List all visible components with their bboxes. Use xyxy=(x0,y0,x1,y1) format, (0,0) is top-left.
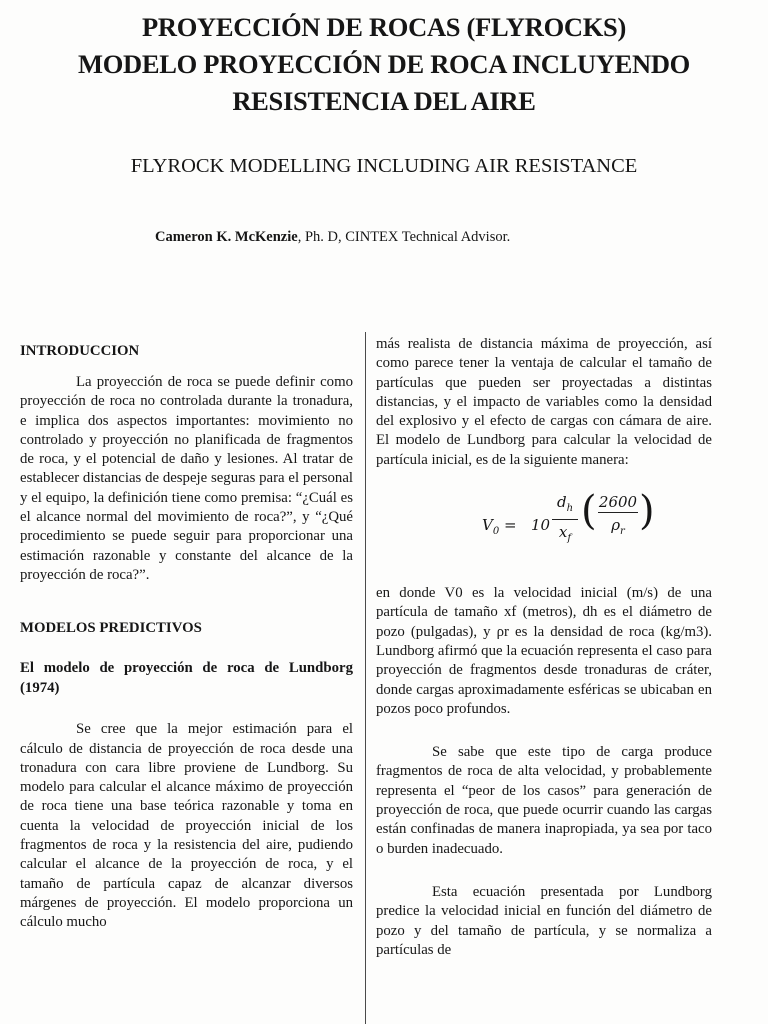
lundborg-velocity-formula xyxy=(376,476,712,572)
english-subtitle: FLYROCK MODELLING INCLUDING AIR RESISTANCE xyxy=(130,155,638,177)
section-heading-modelos: MODELOS PREDICTIVOS xyxy=(20,620,202,637)
author-byline xyxy=(155,226,755,248)
formula-right-paren: ) xyxy=(639,488,655,535)
right-paragraph-1: más realista de distancia máxima de proyección, así como parece tener la ventaja de calcular el tamaño de partículas que pueden ser proyectadas a distintas distancias, y el impacto de variables como la densidad del explosivo y el efecto de cargas con cámara de aire. El modelo de Lundborg para calcular la velocidad de partícula inicial, es de la siguiente manera: xyxy=(376,336,712,468)
author-name: Cameron K. McKenzie xyxy=(155,229,298,245)
column-divider xyxy=(365,332,366,1024)
formula-lhs: $V_0$ = xyxy=(482,516,517,538)
formula-fraction-diameter: $\frac{d_h}{x_f}$ xyxy=(552,492,578,551)
title-line-3: RESISTENCIA DEL AIRE xyxy=(232,86,536,116)
left-column xyxy=(20,335,353,933)
intro-paragraph: La proyección de roca se puede definir como proyección de roca no controlada durante la tronadura, e implica dos aspectos importantes: movimiento no controlado y proyección no planificada de fragmentos de roca, y el potencial de daño y lesiones. Al tratar de establecer distancias de despeje seguras para el personal y el equipo, la definición tiene como premisa: “¿Cuál es el alcance normal del movimiento de roca?”, y “¿Qué procedimiento se puede seguir para proporcionar una estimación razonable y constante del alcance de la proyección de roca?”. xyxy=(20,374,353,583)
author-credentials: , Ph. D, CINTEX Technical Advisor. xyxy=(297,229,511,245)
formula-fraction-density: $\frac{2600}{\rho_r}$ xyxy=(598,493,638,538)
title-line-1: PROYECCIÓN DE ROCAS (FLYROCKS) xyxy=(142,12,626,42)
right-paragraph-2: en donde V0 es la velocidad inicial (m/s) de una partícula de tamaño xf (metros), dh es el diámetro de pozo (pulgadas), y ρr es la densidad de roca (kg/m3). Lundborg afirmó que la ecuación representa el caso para proyección de fragmentos desde tronaduras de cráter, donde cargas aproximadamente esféricas se ubicaban en pozos poco profundos. xyxy=(376,585,712,717)
lundborg-paragraph: Se cree que la mejor estimación para el cálculo de distancia de proyección de roca desde una tronadura con cara libre proviene de Lundborg. Su modelo para calcular el alcance máximo de proyección de roca tiene una base teórica razonable y toma en cuenta la velocidad de proyección inicial de los fragmentos de roca y la resistencia del aire, pudiendo calcular el alcance de la proyección de roca, y el tamaño de partícula capaz de alcanzar diversos márgenes de proyección. El modelo proporciona un cálculo mucho xyxy=(20,721,353,931)
right-paragraph-3: Se sabe que este tipo de carga produce fragmentos de roca de alta velocidad, y probablemente representa el “peor de los casos” para generación de proyección de roca, que puede ocurrir cuando las cargas están confinadas de manera inapropiada, ya sea por taco o burden inadecuado. xyxy=(376,744,712,857)
section-heading-introduccion: INTRODUCCION xyxy=(20,343,140,359)
right-paragraph-4: Esta ecuación presentada por Lundborg predice la velocidad inicial en función del diámetro de pozo y del tamaño de partícula, y se normaliza a partículas de xyxy=(376,883,712,958)
formula-coefficient: 10 xyxy=(531,516,551,535)
right-column xyxy=(376,335,712,960)
title-line-2: MODELO PROYECCIÓN DE ROCA INCLUYENDO xyxy=(78,49,690,79)
subsection-heading-lundborg: El modelo de proyección de roca de Lundborg (1974) xyxy=(20,660,353,697)
formula-left-paren: ( xyxy=(581,488,597,535)
